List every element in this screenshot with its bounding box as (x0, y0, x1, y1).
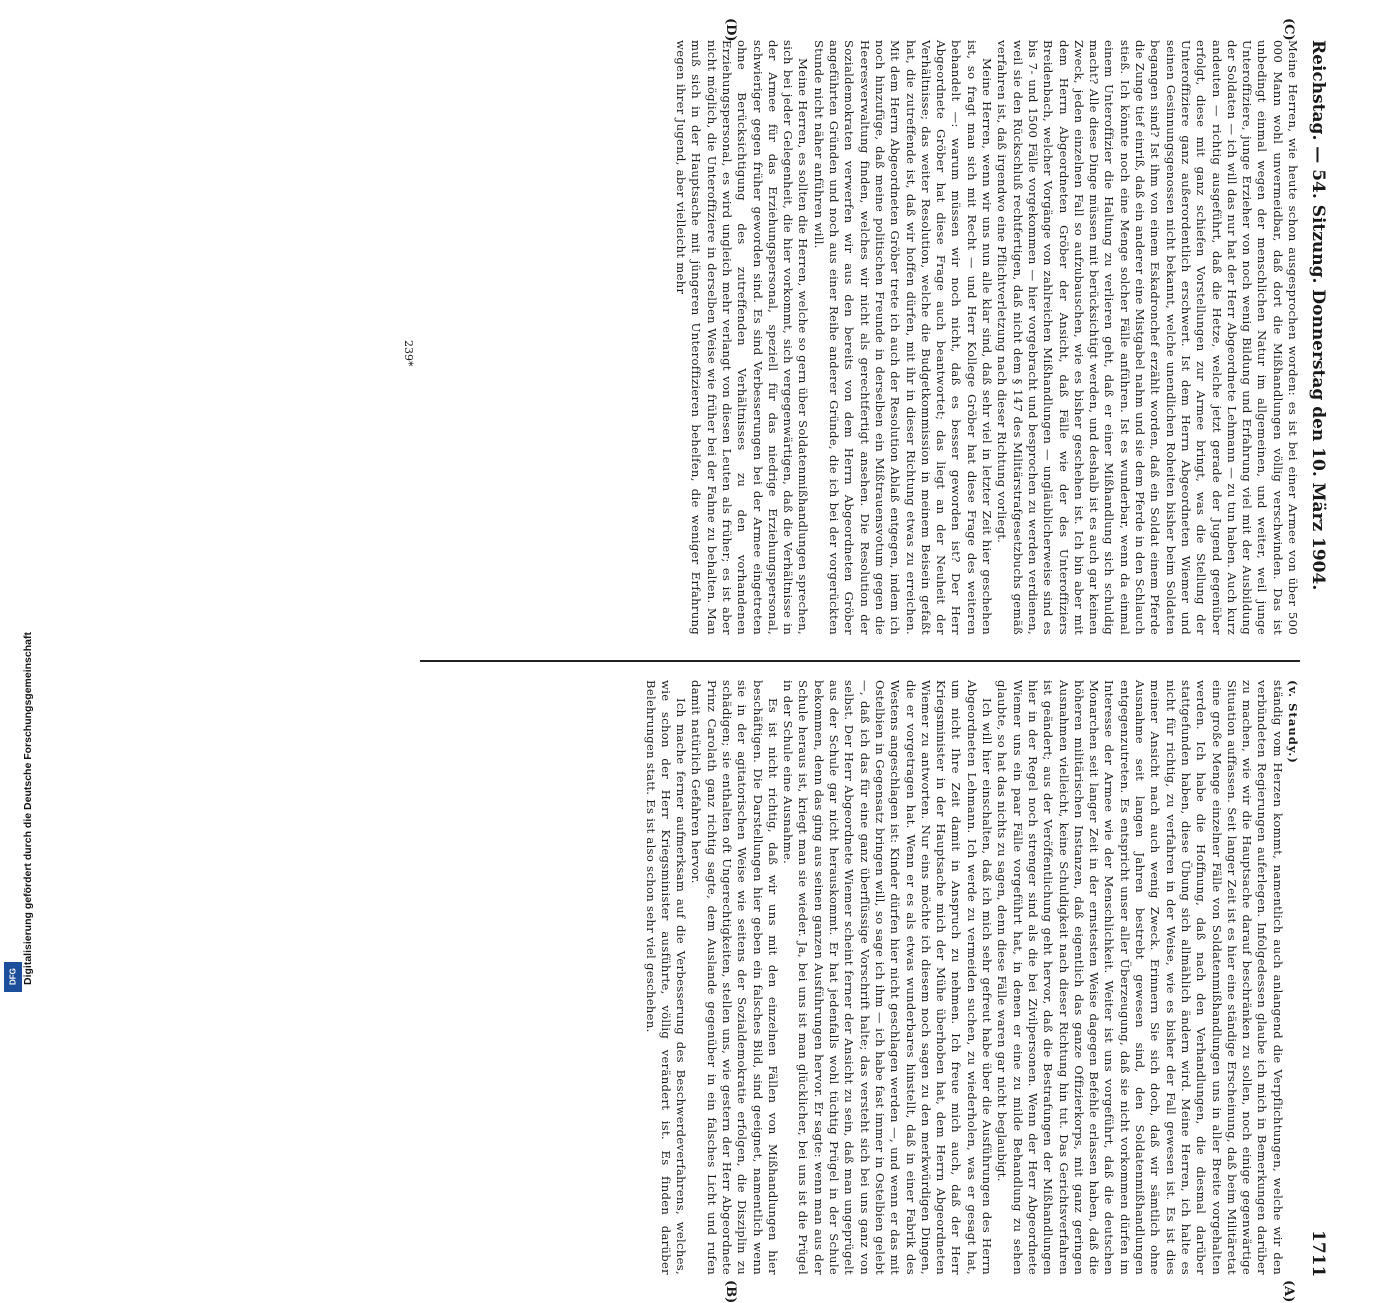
paragraph: Es ist nicht richtig, daß wir uns mit den einzelnen Fällen von Mißhandlungen hier beschäftigen. Die Darstellungen hier geben ein falsches Bild, sind geeignet, namentlich wenn sie in der agitatorischen Weise wie seitens der Sozialdemokratie erfolgen, die Disziplin zu schädigen; sie enthalten oft Ungerechtigkeiten, stellen uns, wie gestern der Herr Abgeordnete Prinz Carolath ganz richtig sagte, dem Auslande gegenüber in ein falsches Licht und rufen damit natürlich Gefahren hervor. (689, 680, 780, 1275)
running-header (1304, 40, 1330, 1290)
paragraph: Meine Herren, wie heute schon ausgesprochen worden: es ist bei einer Armee von über 500 000 Mann wohl unvermeidbar, daß dort die Mißhandlungen völlig verschwinden. Das ist unbedingt einmal wegen der menschlichen Natur im allgemeinen, und weiter, weil junge Unteroffiziere, junge Erzieher von noch wenig Bildung und Erfahrung viel mit der Ausbildung der Soldaten — ich will das nur hat der Herr Abgeordnete Lehmann — zu tun haben. Auch kurz andeuten — richtig ausgeführt, daß die Hetze, welche jetzt gerade der Jugend gegenüber erfolgt, diese mit ganz schiefen Vorstellungen zur Armee bringt, was die Stellung der Unteroffiziere ganz außerordentlich erschwert. Ist dem Herrn Abgeordneten Wiemer und seinen Gesinnungsgenossen nicht bekannt, welche unendlichen Roheiten bisher beim Soldaten begangen sind? Ist ihm von einem Eskadronchef erzählt worden, daß ein Soldat einem Pferde die Zunge tief einriß, daß ein anderer eine Mistgabel nahm und sie dem Pferde in den Schlauch stieß. Ich könnte noch eine Menge solcher Fälle anführen. Ist es wunderbar, wenn da einmal einem Unteroffizier die Haltung zu verlieren geht, daß er einer Mißhandlung sich schuldig macht? Alle diese Dinge müssen mit berücksichtigt werden, und deshalb ist es auch gar keinen Zweck, jeden einzelnen Fall so aufzubauschen, wie es bisher geschehen ist. Ich bin aber mit dem Herrn Abgeordneten Gröber der Ansicht, daß Fälle wie der des Unteroffiziers Breidenbach, welcher Vorgänge von zahlreichen Mißhandlungen — ungläublicherweise sind es bis 7- und 1500 Fälle vorgekommen — hier vorgebracht und besprochen zu werden verdienen, weil sie den Rückschluß rechtfertigen, daß nicht dem § 147 des Militärstrafgesetzbuchs gemäß verfahren ist, daß irgendwo eine Pflichtverletzung nach dieser Richtung vorliegt. (995, 40, 1300, 635)
rotated-page-content (80, 18, 1330, 1303)
dfg-logo: DFG (4, 962, 22, 992)
column-divider (420, 660, 1300, 662)
column-left (420, 680, 1300, 1275)
margin-mark-c: (C) (1281, 18, 1296, 41)
paragraph: Ich mache ferner aufmerksam auf die Verbesserung des Beschwerdeverfahrens, welches, wie schon der Herr Kriegsminister ausführte, völlig verändert ist. Es finden darüber Belehrungen statt. Es ist also schon sehr viel geschehen. (643, 680, 689, 1275)
margin-mark-a: (A) (1281, 1280, 1296, 1303)
paragraph: ständig vom Herzen kommt, namentlich auch anlangend die Verpflichtungen, welche wir den verbündeten Regierungen auferlegen. Infolgedessen glaube ich mich in Bemerkungen darüber zu machen, wie wir die Hauptsache darauf beschränken zu sollen, noch einige gegenwärtige Situation auffassen. Seit langer Zeit ist es hier eine ständige Erscheinung, daß beim Militäretat eine große Menge einzelner Fälle von Soldatenmißhandlungen uns in aller Breite vorgehalten werden. Ich habe die Hoffnung, daß nach den Verhandlungen, die diesmal darüber stattgefunden haben, diese Übung sich allmählich ändern wird. Meine Herren, ich halte es nicht für richtig, zu verfahren in der Weise, wie es bisher der Fall gewesen ist. Es ist dies meiner Ansicht nach auch wenig Zweck. Erinnern Sie sich doch, daß wir sämtlich ohne Ausnahme seit langen Jahren bestrebt gewesen sind, den Soldatenmißhandlungen entgegenzutreten. Es entspricht unser aller Überzeugung, daß sie nicht vorkommen dürfen im Interesse der Armee wie der Menschlichkeit. Weiter ist uns vorgeführt, daß die deutschen Monarchen seit langer Zeit in der ernstesten Weise dagegen Befehle erlassen haben, daß die höheren militärischen Instanzen, daß eigentlich das ganze Offizierkorps, mit ganz geringen Ausnahmen vielleicht, keine Schuldigkeit nach dieser Richtung hin tut. Das Gerichtsverfahren ist geändert; aus der Veröffentlichung geht hervor, daß die Bestrafungen der Mißhandlungen hier in der Regel noch strenger sind als die bei Zivilpersonen. Wenn der Herr Abgeordnete Wiemer uns ein paar Fälle vorgeführt hat, in denen er eine zu milde Behandlung zu sehen glaubte, so hat das nichts zu sagen, denn diese Fälle waren gar nicht beglaubigt. (995, 680, 1285, 1275)
paragraph: Ich will hier einschalten, daß ich mich sehr gefreut habe über die Ausführungen des Herrn Abgeordneten Lehmann. Ich werde zu vermeiden suchen, zu wiederholen, was er gesagt hat, um nicht Ihre Zeit damit in Anspruch zu nehmen. Ich freue mich auch, daß der Herr Kriegsminister in der Hauptsache mich der Mühe überhoben hat, dem Herrn Abgeordneten Wiemer zu antworten. Nur eins möchte ich diesem noch sagen zu den merkwürdigen Dingen, die er vorgetragen hat. Wenn er es als etwas wunderbares hinstellt, daß in einer Fabrik des Westens angeschlagen ist: Kinder dürfen hier nicht geschlagen werden —, und wenn er das mit Ostelbien in Gegensatz bringen will, so sage ich ihm — ich habe fast immer in Ostelbien gelebt —, daß ich das für eine ganz überflüssige Vorschrift halte; das versteht sich bei uns ganz von selbst. Der Herr Abgeordnete Wiemer scheint ferner der Ansicht zu sein, daß man ungeprügelt aus der Schule gar nicht herauskommt. Er hat jedenfalls wohl tüchtig Prügel in der Schule bekommen, denn das ging aus seinen ganzen Ausführungen hervor. Er sagte: wenn man aus der Schule heraus ist, kriegt man sie wieder. Ja, bei uns ist man glücklicher, bei uns ist die Prügel in der Schule eine Ausnahme. (781, 680, 995, 1275)
funding-notice: Digitalisierung gefördert durch die Deutsche Forschungsgemeinschaft (22, 632, 34, 985)
margin-mark-b: (B) (723, 1280, 738, 1303)
paragraph: Meine Herren, es sollten die Herren, welche so gern über Soldatenmißhandlungen sprechen, sich bei jeder Gelegenheit, die hier vorkommt, sich vergegenwärtigen, daß die Verhältnisse in der Armee für das Erziehungspersonal, speziell für das niedrige Erziehungspersonal, schwieriger gegen früher geworden sind. Es sind Verbesserungen bei der Armee eingetreten ohne Berücksichtigung des zutreffenden Verhältnisses zu den vorhandenen Erziehungspersonal, es wird ungleich mehr verlangt von diesen Leuten als früher; es ist aber nicht möglich, die Unteroffiziere in derselben Weise wie früher bei der Fahne zu behalten. Man muß sich in der Hauptsache mit jüngeren Unteroffizieren behelfen, die weniger Erfahrung wegen ihrer Jugend, aber vielleicht mehr (674, 40, 811, 635)
speaker-line (1285, 680, 1300, 1275)
header-title: Reichstag. — 54. Sitzung. Donnerstag den 10. März 1904. (1308, 40, 1328, 591)
margin-mark-d: (D) (723, 18, 738, 42)
column-right (420, 40, 1300, 635)
digitization-footer (0, 0, 34, 1000)
page-number: 1711 (1308, 1230, 1328, 1278)
speaker-name: (v. Staudy.) (1286, 680, 1300, 764)
paragraph: Meine Herren, wenn wir uns nun alle klar sind, daß sehr viel in letzter Zeit hier geschehen ist, so fragt man sich mit Recht — und Herr Kollege Gröber hat diese Frage des weiteren behandelt —: warum müssen wir noch nicht, daß es besser geworden ist? Der Herr Abgeordnete Gröber hat diese Frage auch beantwortet; das liegt an der Neuheit der Verhältnisse; das weiter Resolution, welche die Budgetkommission in meinem Beisein gefaßt hat, die zutreffende ist, daß wir hoffen dürfen, mit ihr in dieser Richtung etwas zu erreichen. Mit dem Herrn Abgeordneten Gröber trete ich auch der Resolution Ablaß entgegen, indem ich noch hinzufüge, daß meine politischen Freunde in derselben ein Mißtrauensvotum gegen die Heeresverwaltung finden, welches wir nicht als gerechtfertigt ansehen. Die Resolution der Sozialdemokraten verwerfen wir aus den bereits von dem Herrn Abgeordneten Gröber angeführten Gründen und noch aus einer Reihe anderer Gründe, die ich bei der vorgerückten Stunde nicht näher anführen will. (811, 40, 995, 635)
page-signature: 239* (402, 340, 415, 367)
